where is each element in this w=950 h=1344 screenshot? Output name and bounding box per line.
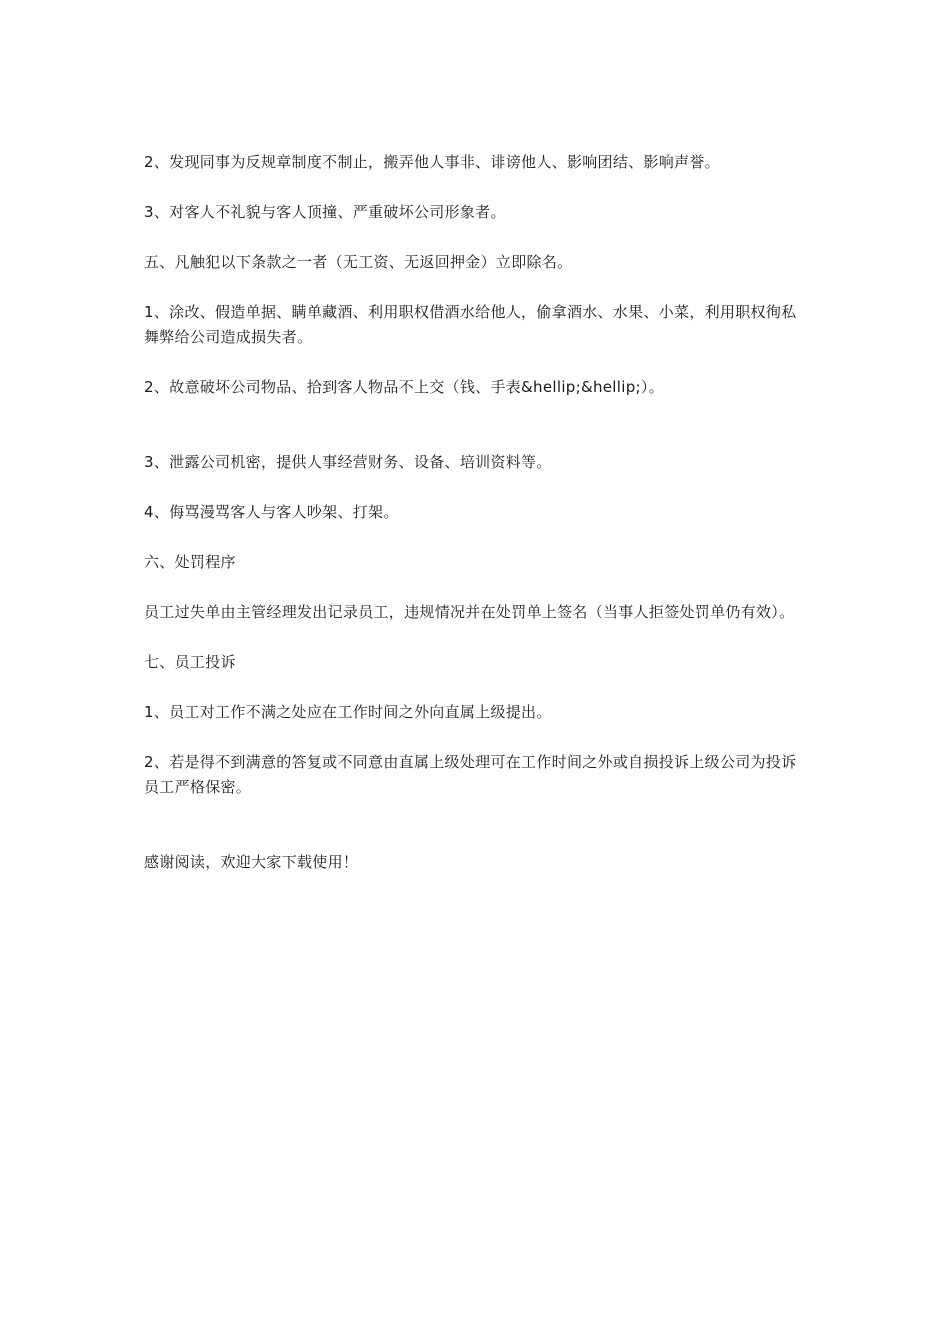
section-heading-complaints: 七、员工投诉 <box>144 653 236 671</box>
paragraph-dismissal-2: 2、故意破坏公司物品、拾到客人物品不上交（钱、手表&hellip;&hellip;）。 <box>144 378 664 396</box>
paragraph-complaint-2: 2、若是得不到满意的答复或不同意由直属上级处理可在工作时间之外或自损投诉上级公司为投诉员工严格保密。 <box>144 753 797 796</box>
paragraph-rule-3: 3、对客人不礼貌与客人顶撞、严重破坏公司形象者。 <box>144 203 506 221</box>
paragraph-complaint-1: 1、员工对工作不满之处应在工作时间之外向直属上级提出。 <box>144 703 552 721</box>
closing-note: 感谢阅读，欢迎大家下载使用！ <box>144 853 359 871</box>
paragraph-dismissal-3: 3、泄露公司机密，提供人事经营财务、设备、培训资料等。 <box>144 453 552 471</box>
section-heading-penalty-procedure: 六、处罚程序 <box>144 553 236 571</box>
section-heading-dismissal: 五、凡触犯以下条款之一者（无工资、无返回押金）立即除名。 <box>144 253 573 271</box>
paragraph-penalty-procedure: 员工过失单由主管经理发出记录员工，违规情况并在处罚单上签名（当事人拒签处罚单仍有效）。 <box>144 603 795 621</box>
paragraph-dismissal-1: 1、涂改、假造单据、瞒单藏酒、利用职权借酒水给他人，偷拿酒水、水果、小菜，利用职权徇私舞弊给公司造成损失者。 <box>144 303 797 346</box>
paragraph-rule-2: 2、发现同事为反规章制度不制止，搬弄他人事非、诽谤他人、影响团结、影响声誉。 <box>144 153 720 171</box>
paragraph-dismissal-4: 4、侮骂漫骂客人与客人吵架、打架。 <box>144 503 399 521</box>
document-body <box>144 150 808 900</box>
